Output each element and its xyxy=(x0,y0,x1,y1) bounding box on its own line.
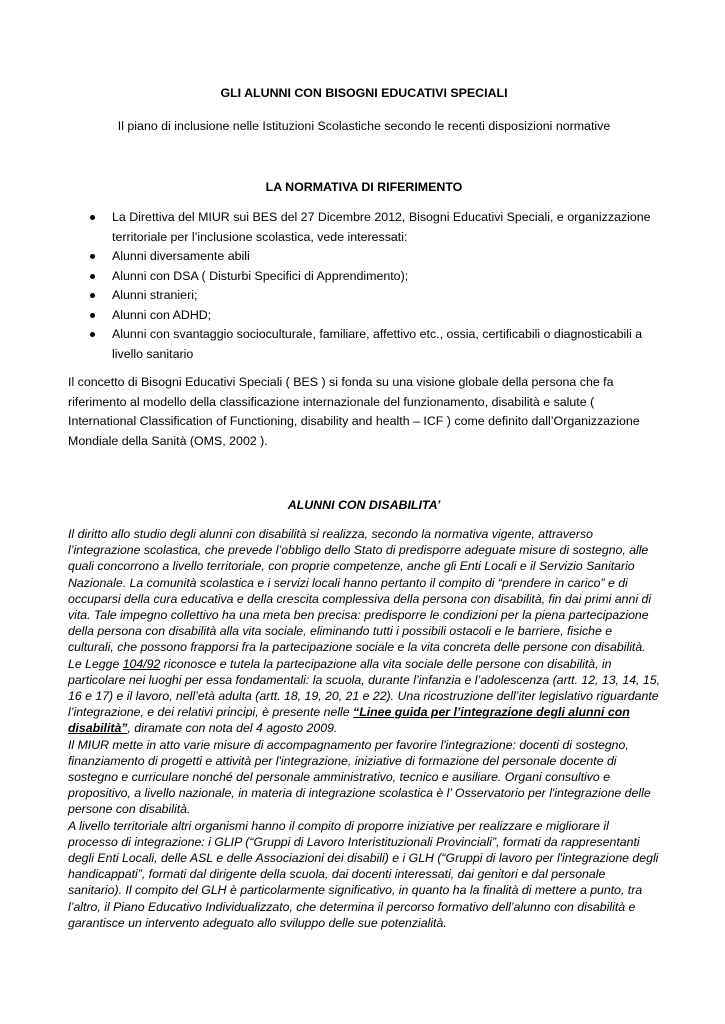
list-item: Alunni diversamente abili xyxy=(68,247,660,267)
bes-bullet-list xyxy=(68,208,660,364)
list-item: Alunni con ADHD; xyxy=(68,306,660,326)
document-title: GLI ALUNNI CON BISOGNI EDUCATIVI SPECIALI xyxy=(220,86,508,100)
disability-text-block xyxy=(68,526,660,931)
bullet-icon xyxy=(90,332,95,337)
list-item: Alunni con svantaggio socioculturale, familiare, affettivo etc., ossia, certificabili o diagnosticabili a livello sanitario xyxy=(68,325,660,364)
section-heading-disabilita: ALUNNI CON DISABILITA’ xyxy=(287,498,441,512)
linee-guida-link[interactable]: “Linee guida per l’integrazione degli alunni con disabilità” xyxy=(68,705,630,736)
bes-paragraph: Il concetto di Bisogni Educativi Speciali ( BES ) si fonda su una visione globale della persona che fa riferimento al modello della classificazione internazionale del funzionamento, disabilità e salute ( International Classification of Functioning, disability and health – ICF ) come definito dall’Organizzazione Mondiale della Sanità (OMS, 2002 ). xyxy=(68,375,640,448)
bullet-icon xyxy=(90,313,95,318)
disability-paragraph-3: Il MIUR mette in atto varie misure di accompagnamento per favorire l'integrazione: docenti di sostegno, finanziamento di progetti e attività per l'integrazione, iniziative di formazione del personale docente di sostegno e curriculare nonché del personale amministrativo, tecnico e ausiliare. Organi consultivo e propositivo, a livello nazionale, in materia di integrazione scolastica è l’ Osservatorio per l'integrazione delle persone con disabilità. xyxy=(68,737,651,817)
list-item: La Direttiva del MIUR sui BES del 27 Dicembre 2012, Bisogni Educativi Speciali, e organizzazione territoriale per l’inclusione scolastica, vede interessati: xyxy=(68,208,660,247)
list-item: Alunni con DSA ( Disturbi Specifici di Apprendimento); xyxy=(68,267,660,287)
section-heading-normativa: LA NORMATIVA DI RIFERIMENTO xyxy=(265,180,463,194)
disability-paragraph-2: Le Legge 104/92 riconosce e tutela la partecipazione alla vita sociale delle persone con disabilità, in particolare nei luoghi per essa fondamentali: la scuola, durante l’infanzia e l’adolescenza (artt. 12, 13, 14, 15, 16 e 17) e il lavoro, nell’età adulta (artt. 18, 19, 20, 21 e 22). Una ricostruzione dell’iter legislativo riguardante l’integrazione, e dei relativi principi, è presente nelle “Linee guida per l’integrazione degli alunni con disabilità”, diramate con nota del 4 agosto 2009. xyxy=(68,656,660,736)
bullet-icon xyxy=(90,274,95,279)
law-104-92-link[interactable]: 104/92 xyxy=(122,656,161,671)
document-subtitle: Il piano di inclusione nelle Istituzioni Scolastiche secondo le recenti disposizioni normative xyxy=(117,119,611,133)
list-item: Alunni stranieri; xyxy=(68,286,660,306)
disability-paragraph-4: A livello territoriale altri organismi hanno il compito di proporre iniziative per realizzare e migliorare il processo di integrazione: i GLIP (“Gruppi di Lavoro Interistituzionali Provinciali”, formati da rappresentanti degli Enti Locali, delle ASL e delle Associazioni dei disabili) e i GLH (“Gruppi di lavoro per l'integrazione degli handicappati”, formati dal dirigente della scuola, dai docenti interessati, dai genitori e dal personale sanitario). Il compito del GLH è particolarmente significativo, in quanto ha la finalità di mettere a punto, tra l’altro, il Piano Educativo Individualizzato, che determina il percorso formativo dell’alunno con disabilità e garantisce un intervento adeguato allo sviluppo delle sue potenzialità. xyxy=(68,818,659,930)
bullet-icon xyxy=(90,293,95,298)
bullet-icon xyxy=(90,254,95,259)
bullet-icon xyxy=(90,215,95,220)
disability-paragraph-1: Il diritto allo studio degli alunni con disabilità si realizza, secondo la normativa vigente, attraverso l’integrazione scolastica, che prevede l’obbligo dello Stato di predisporre adeguate misure di sostegno, alle quali concorrono a livello territoriale, con proprie competenze, anche gli Enti Locali e il Servizio Sanitario Nazionale. La comunità scolastica e i servizi locali hanno pertanto il compito di “prendere in carico” e di occuparsi della cura educativa e della crescita complessiva della persona con disabilità, fin dai primi anni di vita. Tale impegno collettivo ha una meta ben precisa: predisporre le condizioni per la piena partecipazione della persona con disabilità alla vita sociale, eliminando tutti i possibili ostacoli e le barriere, fisiche e culturali, che possono frapporsi fra la partecipazione sociale e la vita concreta delle persone con disabilità. xyxy=(68,527,652,655)
